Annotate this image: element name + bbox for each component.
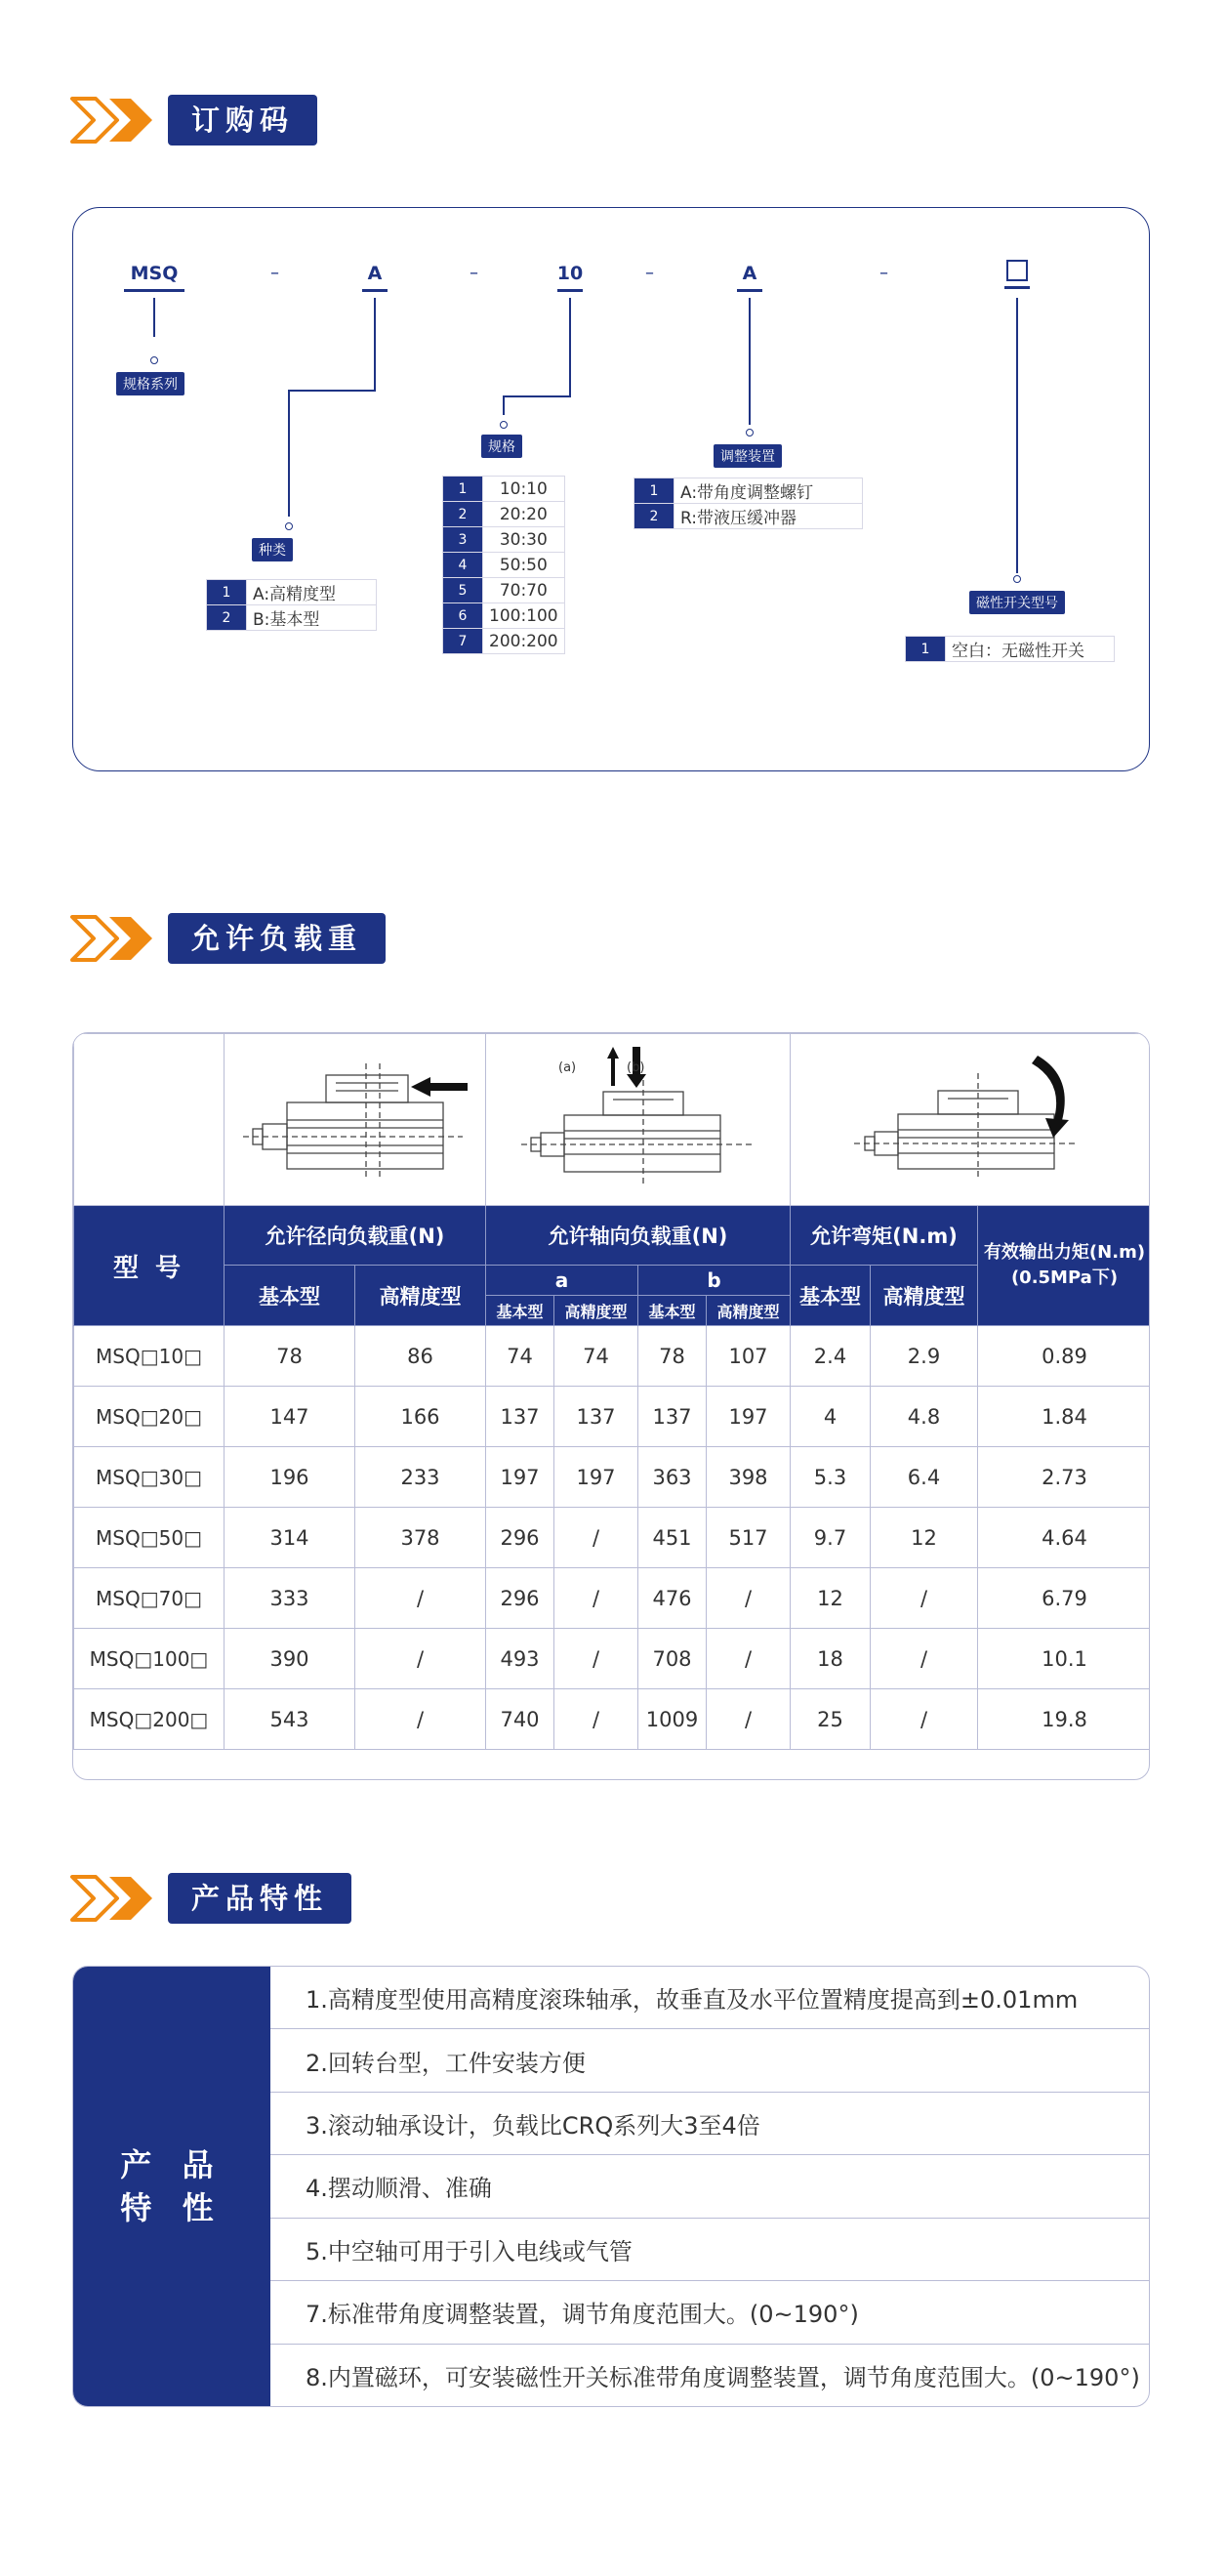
value-cell: 708 <box>638 1629 707 1689</box>
header-radial-precision: 高精度型 <box>355 1266 486 1326</box>
connector-line <box>288 390 376 392</box>
value-cell: 78 <box>225 1326 355 1387</box>
value-cell: 10.1 <box>978 1629 1151 1689</box>
value-cell: 517 <box>707 1508 791 1568</box>
rotary-table-radial-icon <box>233 1034 477 1200</box>
option-row: 3 30:30 <box>443 527 565 553</box>
header-a-precision: 高精度型 <box>554 1296 638 1326</box>
header-moment-precision: 高精度型 <box>871 1266 978 1326</box>
header-axial-a: a <box>486 1266 638 1296</box>
load-table-body <box>74 1326 1151 1750</box>
value-cell: 740 <box>486 1689 554 1750</box>
value-cell: 197 <box>486 1447 554 1508</box>
tag-series: 规格系列 <box>116 372 184 395</box>
value-cell: 1009 <box>638 1689 707 1750</box>
load-table <box>73 1033 1150 1750</box>
value-cell: 78 <box>638 1326 707 1387</box>
value-cell: / <box>355 1629 486 1689</box>
rotary-table-moment-icon <box>844 1034 1098 1200</box>
value-cell: / <box>707 1629 791 1689</box>
connector-line <box>503 395 505 415</box>
connector-dot <box>746 429 754 436</box>
feature-item: 8.内置磁环，可安装磁性开关标准带角度调整装置，调节角度范围大。(0~190°) <box>306 2363 1140 2391</box>
code-seg-size: 10 <box>555 263 585 284</box>
value-cell: 147 <box>225 1387 355 1447</box>
tag-adjust: 调整装置 <box>714 444 782 468</box>
value-cell: / <box>871 1568 978 1629</box>
table-row <box>74 1508 1151 1568</box>
option-row: 1 A:高精度型 <box>207 580 377 605</box>
connector-dot <box>285 522 293 530</box>
option-row: 6 100:100 <box>443 603 565 629</box>
value-cell: 25 <box>791 1689 871 1750</box>
value-cell: 4.8 <box>871 1387 978 1447</box>
code-seg-adjust: A <box>737 263 762 284</box>
header-radial-basic: 基本型 <box>225 1266 355 1326</box>
connector-dot <box>500 421 508 429</box>
value-cell: 197 <box>554 1447 638 1508</box>
value-cell: 74 <box>554 1326 638 1387</box>
value-cell: / <box>707 1568 791 1629</box>
model-cell: MSQ□20□ <box>74 1387 225 1447</box>
size-options-table <box>442 476 565 654</box>
axial-load-diagram <box>486 1034 791 1206</box>
label-a: (a) <box>558 1059 577 1075</box>
option-row: 1 A:带角度调整螺钉 <box>634 478 863 504</box>
value-cell: 4.64 <box>978 1508 1151 1568</box>
table-row <box>74 1629 1151 1689</box>
value-cell: 137 <box>486 1387 554 1447</box>
value-cell: 9.7 <box>791 1508 871 1568</box>
value-cell: 197 <box>707 1387 791 1447</box>
value-cell: 12 <box>791 1568 871 1629</box>
header-model: 型 号 <box>74 1206 225 1326</box>
features-side-label: 产 品 特 性 <box>73 1967 270 2406</box>
section-title: 订购码 <box>168 95 317 145</box>
option-row: 2 R:带液压缓冲器 <box>634 504 863 529</box>
value-cell: 296 <box>486 1568 554 1629</box>
section-header-features <box>70 1873 351 1924</box>
code-seg-type: A <box>362 263 388 284</box>
value-cell: 451 <box>638 1508 707 1568</box>
section-title: 允许负载重 <box>168 913 386 964</box>
value-cell: / <box>554 1689 638 1750</box>
value-cell: / <box>355 1689 486 1750</box>
value-cell: 166 <box>355 1387 486 1447</box>
feature-item: 3.滚动轴承设计，负载比CRQ系列大3至4倍 <box>270 2093 1149 2155</box>
header-axial-b: b <box>638 1266 791 1296</box>
value-cell: / <box>554 1508 638 1568</box>
header-b-precision: 高精度型 <box>707 1296 791 1326</box>
double-chevron-icon <box>70 95 154 145</box>
blank-box-icon <box>1006 260 1028 281</box>
code-seg-switch <box>1004 259 1030 281</box>
connector-line <box>569 298 571 397</box>
model-cell: MSQ□100□ <box>74 1629 225 1689</box>
model-cell: MSQ□30□ <box>74 1447 225 1508</box>
connector-dot <box>150 356 158 364</box>
connector-line <box>288 390 290 517</box>
value-cell: 543 <box>225 1689 355 1750</box>
value-cell: 296 <box>486 1508 554 1568</box>
adjust-options-table <box>633 478 863 529</box>
table-row <box>74 1447 1151 1508</box>
order-code-box <box>72 207 1150 771</box>
double-chevron-icon <box>70 1873 154 1924</box>
header-a-basic: 基本型 <box>486 1296 554 1326</box>
section-title: 产品特性 <box>168 1873 351 1924</box>
value-cell: / <box>871 1629 978 1689</box>
feature-item: 2.回转台型，工件安装方便 <box>270 2029 1149 2092</box>
connector-line <box>749 298 751 425</box>
header-axial: 允许轴向负载重(N) <box>486 1206 791 1266</box>
header-torque: 有效输出力矩(N.m) (0.5MPa下) <box>978 1206 1151 1326</box>
header-moment: 允许弯矩(N.m) <box>791 1206 978 1266</box>
value-cell: 137 <box>638 1387 707 1447</box>
value-cell: 86 <box>355 1326 486 1387</box>
section-header-load <box>70 913 386 964</box>
features-box <box>72 1966 1150 2407</box>
section-header-order-code <box>70 95 317 145</box>
feature-item: 1.高精度型使用高精度滚珠轴承，故垂直及水平位置精度提高到±0.01mm <box>270 1967 1149 2029</box>
value-cell: 74 <box>486 1326 554 1387</box>
double-chevron-icon <box>70 913 154 964</box>
value-cell: 1.84 <box>978 1387 1151 1447</box>
value-cell: / <box>871 1689 978 1750</box>
code-dash: – <box>879 263 888 283</box>
value-cell: / <box>707 1689 791 1750</box>
value-cell: 0.89 <box>978 1326 1151 1387</box>
code-dash: – <box>270 263 279 283</box>
feature-item: 4.摆动顺滑、准确 <box>270 2155 1149 2218</box>
value-cell: / <box>355 1568 486 1629</box>
value-cell: 333 <box>225 1568 355 1629</box>
table-row <box>74 1568 1151 1629</box>
connector-dot <box>1013 575 1021 583</box>
connector-line <box>1016 298 1018 573</box>
value-cell: 18 <box>791 1629 871 1689</box>
value-cell: 196 <box>225 1447 355 1508</box>
value-cell: 6.79 <box>978 1568 1151 1629</box>
value-cell: 6.4 <box>871 1447 978 1508</box>
value-cell: 107 <box>707 1326 791 1387</box>
header-moment-basic: 基本型 <box>791 1266 871 1326</box>
moment-diagram <box>791 1034 1151 1206</box>
value-cell: 137 <box>554 1387 638 1447</box>
option-row: 1 空白：无磁性开关 <box>906 637 1115 662</box>
image-blank-cell <box>74 1034 225 1206</box>
value-cell: 493 <box>486 1629 554 1689</box>
model-cell: MSQ□200□ <box>74 1689 225 1750</box>
load-table-wrapper <box>72 1032 1150 1780</box>
model-cell: MSQ□10□ <box>74 1326 225 1387</box>
switch-options-table <box>905 636 1115 662</box>
model-cell: MSQ□50□ <box>74 1508 225 1568</box>
header-b-basic: 基本型 <box>638 1296 707 1326</box>
table-row <box>74 1387 1151 1447</box>
value-cell: / <box>554 1568 638 1629</box>
value-cell: 2.73 <box>978 1447 1151 1508</box>
value-cell: 314 <box>225 1508 355 1568</box>
value-cell: 2.4 <box>791 1326 871 1387</box>
table-row <box>74 1326 1151 1387</box>
feature-item: 7.标准带角度调整装置，调节角度范围大。(0~190°) <box>270 2281 1149 2344</box>
value-cell: 363 <box>638 1447 707 1508</box>
type-options-table <box>206 579 377 631</box>
connector-line <box>503 395 571 397</box>
value-cell: 2.9 <box>871 1326 978 1387</box>
value-cell: 378 <box>355 1508 486 1568</box>
model-cell: MSQ□70□ <box>74 1568 225 1629</box>
tag-size: 规格 <box>481 435 522 458</box>
radial-load-diagram <box>225 1034 486 1206</box>
option-row: 4 50:50 <box>443 553 565 578</box>
code-dash: – <box>470 263 478 283</box>
option-row: 1 10:10 <box>443 477 565 502</box>
code-dash: – <box>645 263 654 283</box>
tag-type: 种类 <box>252 538 293 561</box>
value-cell: 5.3 <box>791 1447 871 1508</box>
value-cell: 12 <box>871 1508 978 1568</box>
value-cell: 390 <box>225 1629 355 1689</box>
header-radial: 允许径向负载重(N) <box>225 1206 486 1266</box>
option-row: 2 20:20 <box>443 502 565 527</box>
connector-line <box>153 298 155 337</box>
value-cell: 4 <box>791 1387 871 1447</box>
option-row: 7 200:200 <box>443 629 565 654</box>
label-b: (b) <box>627 1059 645 1075</box>
connector-line <box>374 298 376 392</box>
value-cell: 398 <box>707 1447 791 1508</box>
value-cell: 476 <box>638 1568 707 1629</box>
feature-item: 5.中空轴可用于引入电线或气管 <box>270 2219 1149 2281</box>
features-list <box>270 1967 1149 2406</box>
option-row: 2 B:基本型 <box>207 605 377 631</box>
value-cell: / <box>554 1629 638 1689</box>
table-row <box>74 1689 1151 1750</box>
code-seg-series: MSQ <box>124 263 184 284</box>
value-cell: 19.8 <box>978 1689 1151 1750</box>
tag-switch: 磁性开关型号 <box>969 591 1065 614</box>
value-cell: 233 <box>355 1447 486 1508</box>
option-row: 5 70:70 <box>443 578 565 603</box>
